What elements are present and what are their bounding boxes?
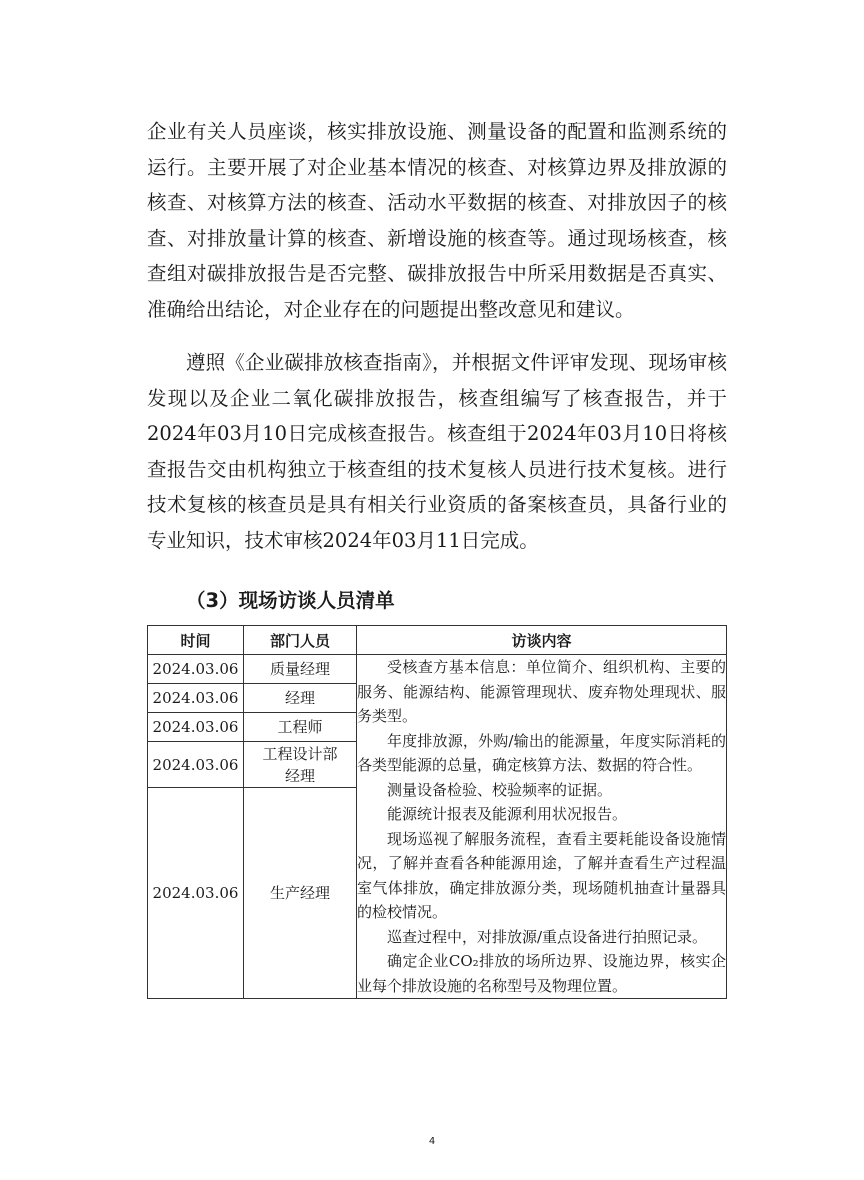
content-item: 巡查过程中，对排放源/重点设备进行拍照记录。 [387,927,708,946]
header-time: 时间 [148,626,244,655]
content-item: 能源统计报表及能源利用状况报告。 [387,805,628,823]
row-department: 工程设计部经理 [244,742,357,788]
content-item: 年度排放源，外购/输出的能源量，年度实际消耗的各类型能源的总量，确定核算方法、数据的符合性。 [357,731,726,774]
row-time: 2024.03.06 [148,742,244,788]
header-content: 访谈内容 [357,626,727,655]
body-paragraph-1: 企业有关人员座谈，核实排放设施、测量设备的配置和监测系统的运行。主要开展了对企业基本情况的核查、对核算边界及排放源的核查、对核算方法的核查、活动水平数据的核查、对排放因子的核查、对排放量计算的核查、新增设施的核查等。通过现场核查，核查组对碳排放报告是否完整、碳排放报告中所采用数据是否真实、准确给出结论，对企业存在的问题提出整改意见和建议。 [147,120,727,321]
row-department: 生产经理 [244,788,357,999]
interview-content-cell [357,655,727,999]
page-number: 4 [428,1136,436,1147]
row-time: 2024.03.06 [148,655,244,684]
content-item: 现场巡视了解服务流程，查看主要耗能设备设施情况，了解并查看各种能源用途，了解并查看生产过程温室气体排放，确定排放源分类，现场随机抽查计量器具的检校情况。 [357,829,726,921]
table-row [148,655,727,684]
row-department: 工程师 [244,713,357,742]
header-department: 部门人员 [244,626,357,655]
table-header-row [148,626,727,655]
row-department: 经理 [244,684,357,713]
content-item: 受核查方基本信息：单位简介、组织机构、主要的服务、能源结构、能源管理现状、废弃物处理现状、服务类型。 [357,658,726,725]
interview-table [147,625,727,999]
content-item: 确定企业CO₂排放的场所边界、设施边界，核实企业每个排放设施的名称型号及物理位置。 [357,952,726,995]
section-heading: （3）现场访谈人员清单 [186,589,395,612]
body-paragraph-2: 遵照《企业碳排放核查指南》，并根据文件评审发现、现场审核发现以及企业二氧化碳排放报告，核查组编写了核查报告，并于2024年03月10日完成核查报告。核查组于2024年03月10日将核查报告交由机构独立于核查组的技术复核人员进行技术复核。进行技术复核的核查员是具有相关行业资质的备案核查员，具备行业的专业知识，技术审核2024年03月11日完成。 [147,351,727,552]
content-item: 测量设备检验、校验频率的证据。 [387,780,613,799]
row-department: 质量经理 [244,655,357,684]
row-time: 2024.03.06 [148,684,244,713]
row-time: 2024.03.06 [148,788,244,999]
row-time: 2024.03.06 [148,713,244,742]
